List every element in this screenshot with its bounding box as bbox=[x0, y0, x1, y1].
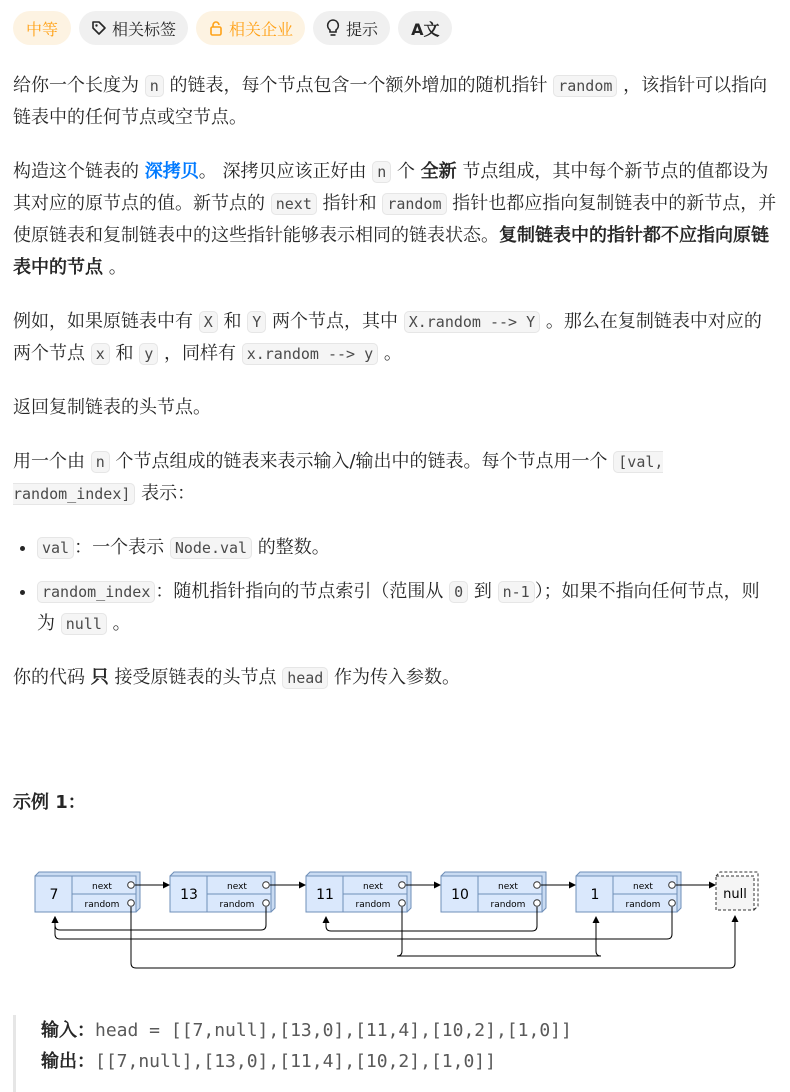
example-io bbox=[13, 1015, 773, 1092]
list-node-11 bbox=[306, 872, 411, 912]
next-label: next bbox=[498, 882, 518, 892]
random-port bbox=[263, 900, 270, 907]
next-port bbox=[669, 882, 676, 889]
next-label: next bbox=[92, 882, 112, 892]
random-label: random bbox=[490, 900, 526, 910]
problem-description bbox=[13, 70, 777, 716]
desc-paragraph-5: 用一个由 n 个节点组成的链表来表示输入/输出中的链表。每个节点用一个 [val, random_index] 表示： bbox=[13, 451, 664, 504]
example-title: 示例 1： bbox=[13, 792, 86, 813]
list-node-13 bbox=[170, 872, 275, 912]
random-port bbox=[399, 900, 406, 907]
next-port bbox=[399, 882, 406, 889]
list-node-10 bbox=[441, 872, 546, 912]
desc-paragraph-1: 给你一个长度为 n 的链表，每个节点包含一个额外增加的随机指针 random ，该指针可以指向链表中的任何节点或空节点。 bbox=[13, 75, 768, 128]
difficulty-badge[interactable]: 中等 bbox=[13, 11, 71, 45]
list-node-7 bbox=[35, 872, 140, 912]
linked-list-diagram bbox=[0, 860, 790, 975]
next-label: next bbox=[633, 882, 653, 892]
list-item-val: • val ：一个表示 Node.val 的整数。 bbox=[37, 532, 777, 564]
node-value: 13 bbox=[180, 887, 198, 903]
related-tags-button[interactable]: 相关标签 bbox=[79, 11, 188, 45]
next-label: next bbox=[363, 882, 383, 892]
field-list bbox=[13, 532, 777, 640]
node-value: 7 bbox=[49, 887, 59, 903]
example-output-line: 输出：[[7,null],[13,0],[11,4],[10,2],[1,0]] bbox=[41, 1051, 496, 1072]
next-port bbox=[263, 882, 270, 889]
related-companies-button[interactable]: 相关企业 bbox=[196, 11, 305, 45]
desc-paragraph-4: 返回复制链表的头节点。 bbox=[13, 397, 211, 418]
tag-icon bbox=[91, 20, 107, 36]
node-value: 1 bbox=[590, 887, 600, 903]
random-label: random bbox=[219, 900, 255, 910]
lock-icon bbox=[208, 20, 224, 36]
null-node bbox=[716, 872, 758, 910]
lightbulb-icon bbox=[325, 19, 341, 37]
translate-button[interactable] bbox=[398, 11, 452, 45]
next-label: next bbox=[227, 882, 247, 892]
example-input-line: 输入：head = [[7,null],[13,0],[11,4],[10,2],[1,0]] bbox=[41, 1020, 572, 1041]
desc-paragraph-6: 你的代码 只 接受原链表的头节点 head 作为传入参数。 bbox=[13, 667, 461, 688]
random-port bbox=[669, 900, 676, 907]
next-port bbox=[128, 882, 135, 889]
desc-paragraph-2: 构造这个链表的 深拷贝。 深拷贝应该正好由 n 个 全新 节点组成，其中每个新节点的值都设为其对应的原节点的值。新节点的 next 指针和 random 指针也都应指向复制链表中的新节点，并使原链表和复制链表中的这些指针能够表示相同的链表状态。复制链表中的指针都不应指向原链表中的节点 。 bbox=[13, 161, 777, 278]
random-port bbox=[534, 900, 541, 907]
random-label: random bbox=[84, 900, 120, 910]
random-label: random bbox=[355, 900, 391, 910]
node-value: 11 bbox=[316, 887, 334, 903]
random-port bbox=[128, 900, 135, 907]
random-arrow bbox=[131, 907, 735, 968]
translate-icon: A文 bbox=[411, 19, 440, 39]
random-label: random bbox=[625, 900, 661, 910]
next-port bbox=[534, 882, 541, 889]
null-label: null bbox=[723, 887, 747, 902]
node-value: 10 bbox=[451, 887, 469, 903]
list-node-1 bbox=[576, 872, 681, 912]
deep-copy-link[interactable]: 深拷贝 bbox=[144, 161, 199, 182]
list-item-random-index: • random_index ：随机指针指向的节点索引（范围从 0 到 n-1 ）；如果不指向任何节点，则为 null 。 bbox=[37, 576, 777, 640]
hint-button[interactable]: 提示 bbox=[313, 11, 390, 45]
tag-bar bbox=[13, 11, 452, 45]
desc-paragraph-3: 例如，如果原链表中有 X 和 Y 两个节点，其中 X.random --> Y 。那么在复制链表中对应的两个节点 x 和 y ，同样有 x.random --> y 。 bbox=[13, 311, 762, 364]
